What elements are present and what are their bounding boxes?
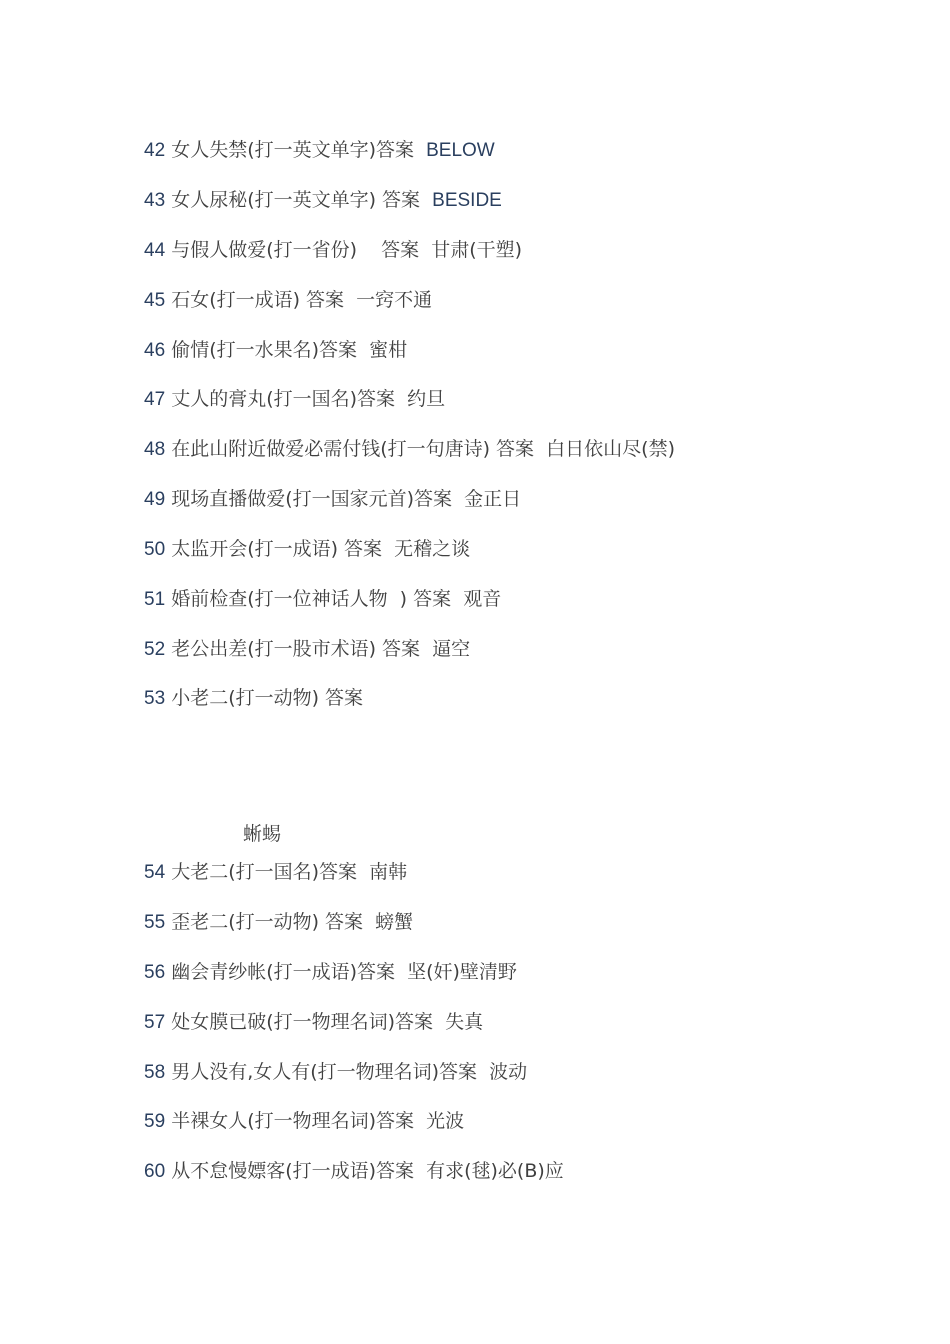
riddle-question: 幽会青纱帐(打一成语)答案 xyxy=(171,961,396,983)
riddle-number: 48 xyxy=(144,439,166,460)
riddle-number: 44 xyxy=(144,240,166,261)
riddle-number: 60 xyxy=(144,1161,166,1182)
riddle-number: 47 xyxy=(144,389,166,410)
riddle-question: 小老二(打一动物) 答案 xyxy=(171,687,364,709)
riddle-number: 58 xyxy=(144,1062,166,1083)
riddle-line xyxy=(144,238,522,263)
riddle-line xyxy=(144,1109,464,1134)
riddle-answer: 无稽之谈 xyxy=(394,538,471,560)
riddle-line xyxy=(144,338,407,363)
riddle-question: 丈人的膏丸(打一国名)答案 xyxy=(171,388,396,410)
riddle-answer: 南韩 xyxy=(369,861,408,883)
riddle-number: 59 xyxy=(144,1111,166,1132)
riddle-line xyxy=(144,637,470,662)
riddle-answer: 一窍不通 xyxy=(356,289,433,311)
riddle-line xyxy=(144,686,375,711)
riddle-line xyxy=(144,138,495,163)
riddle-number: 49 xyxy=(144,489,166,510)
riddle-question: 女人失禁(打一英文单字)答案 xyxy=(171,139,415,161)
riddle-answer: 有求(毬)必(B)应 xyxy=(426,1160,564,1182)
riddle-line xyxy=(144,487,521,512)
riddle-answer: 螃蟹 xyxy=(375,911,414,933)
riddle-question: 偷情(打一水果名)答案 xyxy=(171,339,358,361)
riddle-question: 石女(打一成语) 答案 xyxy=(171,289,345,311)
riddle-number: 53 xyxy=(144,688,166,709)
riddle-question: 太监开会(打一成语) 答案 xyxy=(171,538,383,560)
riddle-line xyxy=(144,288,432,313)
riddle-line xyxy=(144,437,675,462)
riddle-answer: 逼空 xyxy=(432,638,471,660)
riddle-number: 54 xyxy=(144,862,166,883)
riddle-answer: 观音 xyxy=(463,588,502,610)
riddle-number: 51 xyxy=(144,589,166,610)
riddle-question: 处女膜已破(打一物理名词)答案 xyxy=(171,1011,434,1033)
riddle-number: 50 xyxy=(144,539,166,560)
riddle-question: 在此山附近做爱必需付钱(打一句唐诗) 答案 xyxy=(171,438,535,460)
riddle-number: 46 xyxy=(144,340,166,361)
riddle-question: 老公出差(打一股市术语) 答案 xyxy=(171,638,421,660)
riddle-answer: 蜜柑 xyxy=(369,339,408,361)
riddle-answer: 金正日 xyxy=(464,488,522,510)
riddle-question: 与假人做爱(打一省份) 答案 xyxy=(171,239,420,261)
riddle-number: 45 xyxy=(144,290,166,311)
riddle-line xyxy=(144,188,502,213)
riddle-answer: 光波 xyxy=(426,1110,465,1132)
answer-continuation: 蜥蜴 xyxy=(243,823,282,845)
riddle-line xyxy=(144,1010,483,1035)
riddle-answer: 白日依山尽(禁) xyxy=(546,438,675,460)
riddle-line xyxy=(144,910,413,935)
riddle-question: 从不怠慢嫖客(打一成语)答案 xyxy=(171,1160,415,1182)
riddle-number: 56 xyxy=(144,962,166,983)
riddle-answer: BELOW xyxy=(426,140,495,161)
riddle-number: 57 xyxy=(144,1012,166,1033)
riddle-question: 半裸女人(打一物理名词)答案 xyxy=(171,1110,415,1132)
riddle-number: 52 xyxy=(144,639,166,660)
riddle-answer: BESIDE xyxy=(432,190,502,211)
riddle-answer: 约旦 xyxy=(407,388,446,410)
riddle-line xyxy=(144,537,470,562)
riddle-line xyxy=(144,960,517,985)
riddle-question: 现场直播做爱(打一国家元首)答案 xyxy=(171,488,453,510)
riddle-number: 55 xyxy=(144,912,166,933)
riddle-question: 婚前检查(打一位神话人物 ) 答案 xyxy=(171,588,452,610)
riddle-answer: 甘肃(干塑) xyxy=(431,239,523,261)
riddle-line xyxy=(144,860,407,885)
riddle-line xyxy=(144,387,445,412)
riddle-question: 男人没有,女人有(打一物理名词)答案 xyxy=(171,1061,478,1083)
riddle-line xyxy=(144,587,501,612)
riddle-question: 女人尿秘(打一英文单字) 答案 xyxy=(171,189,421,211)
riddle-line xyxy=(144,1159,564,1184)
riddle-answer: 失真 xyxy=(445,1011,484,1033)
riddle-line xyxy=(144,1060,527,1085)
riddle-number: 43 xyxy=(144,190,166,211)
riddle-number: 42 xyxy=(144,140,166,161)
riddle-question: 大老二(打一国名)答案 xyxy=(171,861,358,883)
riddle-answer: 波动 xyxy=(489,1061,528,1083)
riddle-answer: 坚(奸)壁清野 xyxy=(407,961,517,983)
riddle-question: 歪老二(打一动物) 答案 xyxy=(171,911,364,933)
